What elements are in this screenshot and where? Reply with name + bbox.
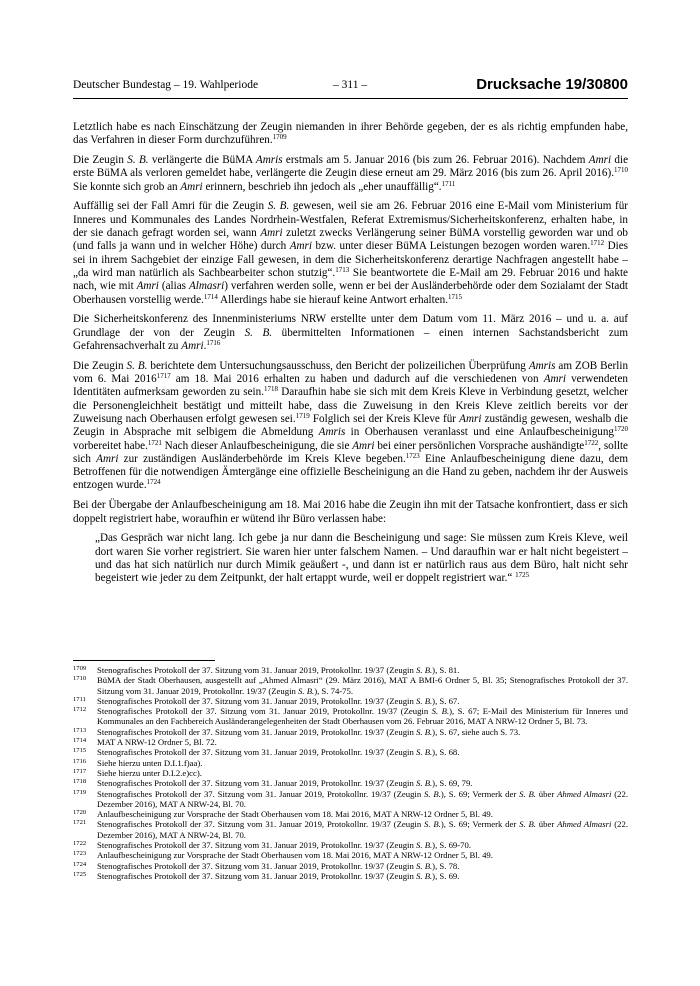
footnote-text: Siehe hierzu unten D.I.1.f)aa). <box>97 757 203 768</box>
page-header <box>73 76 628 96</box>
footnote-ref: 1713 <box>335 265 350 274</box>
footnote-number: 1716 <box>73 757 87 765</box>
footnote-text: Siehe hierzu unter D.I.2.e)cc). <box>97 767 202 778</box>
document-number-prefix: Drucksache 19/ <box>476 76 587 93</box>
footnote <box>73 861 628 871</box>
footnote-text: Stenografisches Protokoll der 37. Sitzung vom 31. Januar 2019, Protokollnr. 19/37 (Zeugin S. B.), S. 67; E-Mail des Ministerium für Inneres und Kommunales an den Fachbereich Ausländerangelegenheiten der Stadt Oberhausen vom 26. Februar 2016, MAT A NRW-12 Ordner 5, Bl. 73. <box>97 706 628 727</box>
footnote-ref: 1717 <box>156 372 171 381</box>
footnote-ref: 1723 <box>405 451 420 460</box>
footnote-text: Stenografisches Protokoll der 37. Sitzung vom 31. Januar 2019, Protokollnr. 19/37 (Zeugin S. B.), S. 69; Vermerk der S. B. über Ahmed Almasri (22. Dezember 2016), MAT A NRW-24, Bl. 70. <box>97 819 629 840</box>
paragraph-1: Letztlich habe es nach Einschätzung der Zeugin niemanden in ihrer Behörde gegeben, der es als richtig empfunden habe, das Verfahren in dieser Form durchzuführen.$^{1709}$ <box>73 121 628 147</box>
footnote-number: 1717 <box>73 767 87 775</box>
footnote-number: 1725 <box>73 870 87 878</box>
page-number: – 311 – <box>333 79 368 91</box>
footnote-number: 1723 <box>73 850 87 858</box>
footnote-ref: 1720 <box>613 425 628 434</box>
footnote-ref: 1712 <box>590 239 605 248</box>
footnote-text: Stenografisches Protokoll der 37. Sitzung vom 31. Januar 2019, Protokollnr. 19/37 (Zeugin S. B.), S. 81. <box>97 665 460 675</box>
footnote-ref: 1710 <box>614 166 628 175</box>
footnote-number: 1719 <box>73 788 87 796</box>
paragraph-4: Die Sicherheitskonferenz des Innenministeriums NRW erstellte unter dem Datum vom 11. März 2016 – und u. a. auf Grundlage der von der Zeugin S. B. übermittelten Informationen – einen internen Sachstandsbericht zum Gefahrensachverhalt zu Amri.$^{1716}$ <box>73 313 628 352</box>
footnote-ref: 1718 <box>263 385 278 394</box>
footnote-text: Stenografisches Protokoll der 37. Sitzung vom 31. Januar 2019, Protokollnr. 19/37 (Zeugin S. B.), S. 69. <box>97 870 460 881</box>
footnote <box>73 871 628 881</box>
footnote-ref: 1711 <box>441 179 456 188</box>
footnote-ref: 1716 <box>206 338 221 347</box>
footnote <box>73 665 628 675</box>
footnote-number: 1711 <box>73 695 86 703</box>
footnote-text: Anlaufbescheinigung zur Vorsprache der Stadt Oberhausen vom 18. Mai 2016, MAT A NRW-12 Ordner 5, Bl. 49. <box>97 850 493 861</box>
footnote-ref: 1714 <box>203 292 218 301</box>
footnote <box>73 737 628 747</box>
footnotes <box>73 665 628 881</box>
paragraph-3: Auffällig sei der Fall Amri für die Zeugin S. B. gewesen, weil sie am 26. Februar 2016 eine E-Mail vom Ministerium für Inneres und Kommunales des Landes Nordrhein-Westfalen, Referat Extremismus/Sicherheitskonferenz, erhalten habe, in der sie danach gefragt worden sei, wann Amri zuletzt zwecks Verlängerung seiner BüMA vorstellig geworden war und ob (und falls ja wann und in welcher Höhe) durch Amri bzw. unter dieser BüMA Leistungen bezogen worden waren.$^{1712}$ Dies sei in ihrem Sachgebiet der einzige Fall gewesen, in dem die Sicherheitskonferenz derartige Nachfragen angestellt habe – „da wird man natürlich als Sachbearbeiter schon stutzig“.$^{1713}$ Sie beantwortete die E-Mail am 29. Februar 2016 und hakte nach, wie mit Amri (alias Almasri) verfahren werden solle, wenn er bei der Ausländerbehörde oder dem Sozialamt der Stadt Oberhausen vorstellig werde.$^{1714}$ Allerdings habe sie hierauf keine Antwort erhalten.$^{1715}$ <box>73 200 629 306</box>
footnote <box>73 789 628 810</box>
footnote-text: Anlaufbescheinigung zur Vorsprache der Stadt Oberhausen vom 18. Mai 2016, MAT A NRW-12 Ordner 5, Bl. 49. <box>97 809 493 820</box>
footnote-number: 1712 <box>73 706 87 714</box>
footnote <box>73 850 628 860</box>
footnote <box>73 758 628 768</box>
footnote-ref: 1709 <box>272 133 287 142</box>
footnote-number: 1715 <box>73 747 87 755</box>
footnote-number: 1709 <box>73 665 87 672</box>
footnote-number: 1724 <box>73 860 87 868</box>
footnote-separator <box>73 660 215 661</box>
footnote-number: 1710 <box>73 675 87 683</box>
footnote-ref: 1721 <box>147 438 162 447</box>
footnote <box>73 768 628 778</box>
footnote <box>73 727 628 737</box>
footnote-ref: 1724 <box>146 478 161 487</box>
footnote-text: Stenografisches Protokoll der 37. Sitzung vom 31. Januar 2019, Protokollnr. 19/37 (Zeugin S. B.), S. 78. <box>97 860 460 871</box>
paragraph-5: Die Zeugin S. B. berichtete dem Untersuchungsausschuss, den Bericht der polizeilichen Überprüfung Amris am ZOB Berlin vom 6. Mai $2016^{1717}$ am 18. Mai 2016 erhalten zu haben und dadurch auf die verschiedenen von Amri verwendeten Identitäten aufmerksam geworden zu sein.$^{1718}$ Daraufhin habe sie sich mit dem Kreis Kleve in Verbindung gesetzt, welcher die Personengleichheit bestätigt und mitteilt habe, dass die Zuweisung in den Kreis Kleve zeitlich bereits vor der Zuweisung nach Oberhausen erfolgt gewesen sei.$^{1719}$ Folglich sei der Kreis Kleve für Amri zuständig gewesen, weshalb die Zeugin in Absprache mit selbigem die Abmeldung Amris in Oberhausen veranlasst und eine Anlaufbescheinigung$^{1720}$ vorbereitet habe.$^{1721}$ Nach dieser Anlaufbescheinigung, die sie Amri bei einer persönlichen Vorsprache aushändigte$^{1722}$, sollte sich Amri zur zuständigen Ausländerbehörde im Kreis Kleve begeben.$^{1723}$ Eine Anlaufbescheinigung diene dazu, dem Betroffenen für die notwendigen Ämtergänge eine offizielle Bescheinigung an die Hand zu geben, nachdem ihr der Ausweis entzogen wurde.$^{1724}$ <box>73 359 629 492</box>
header-parliament: Deutscher Bundestag – 19. Wahlperiode <box>73 79 259 91</box>
header-rule <box>73 98 628 99</box>
paragraph-2: Die Zeugin S. B. verlängerte die BüMA Amris erstmals am 5. Januar 2016 (bis zum 26. Februar 2016). Nachdem Amri die erste BüMA als verloren gemeldet habe, verlängerte die Zeugin diese erneut am 29. März 2016 (bis zum 26. April 2016).$^{1710}$ Sie konnte sich grob an Amri erinnern, beschrieb ihn jedoch als „eher unauffällig“.$^{1711}$ <box>73 154 629 193</box>
footnote-number: 1714 <box>73 737 87 745</box>
body-text <box>73 121 628 586</box>
footnote-number: 1718 <box>73 778 87 786</box>
footnote-text: Stenografisches Protokoll der 37. Sitzung vom 31. Januar 2019, Protokollnr. 19/37 (Zeugin S. B.), S. 69, 79. <box>97 778 473 789</box>
footnote <box>73 819 628 840</box>
footnote-text: Stenografisches Protokoll der 37. Sitzung vom 31. Januar 2019, Protokollnr. 19/37 (Zeugin S. B.), S. 67, siehe auch S. 73. <box>97 726 521 737</box>
footnote-ref: 1722 <box>584 438 599 447</box>
footnote <box>73 696 628 706</box>
footnote-number: 1720 <box>73 809 87 817</box>
footnote-text: Stenografisches Protokoll der 37. Sitzung vom 31. Januar 2019, Protokollnr. 19/37 (Zeugin S. B.), S. 69; Vermerk der S. B. über Ahmed Almasri (22. Dezember 2016), MAT A NRW-24, Bl. 70. <box>97 788 629 809</box>
footnote <box>73 747 628 757</box>
document-number-value: 30800 <box>586 76 628 93</box>
document-number <box>476 76 628 93</box>
footnote-ref: 1719 <box>295 411 310 420</box>
footnote-number: 1713 <box>73 726 87 734</box>
footnote <box>73 675 628 696</box>
paragraph-6: Bei der Übergabe der Anlaufbescheinigung am 18. Mai 2016 habe die Zeugin ihn mit der Tatsache konfrontiert, dass er sich doppelt registriert habe, woraufhin er wütend ihr Büro verlassen habe: <box>73 499 628 525</box>
footnote <box>73 840 628 850</box>
footnote-text: MAT A NRW-12 Ordner 5, Bl. 72. <box>97 737 217 748</box>
footnote-ref: 1725 <box>515 571 530 580</box>
footnote <box>73 706 628 727</box>
footnote-text: Stenografisches Protokoll der 37. Sitzung vom 31. Januar 2019, Protokollnr. 19/37 (Zeugin S. B.), S. 69-70. <box>97 840 472 851</box>
block-quote: „Das Gespräch war nicht lang. Ich gebe ja nur dann die Bescheinigung und sage: Sie müssen zum Kreis Kleve, weil dort waren Sie vorher registriert. Sie waren hier unter falschem Namen. – Und daraufhin war er halt nicht begeistert – und das hat sich natürlich nur durch Mimik geäußert -, und dann ist er natürlich raus aus dem Büro, halt nicht sehr begeistert wie jeder zu dem Zeitpunkt, der halt ertappt wurde, weil er doppelt registriert war.“ $^{1725}$ <box>95 532 628 585</box>
footnote-ref: 1715 <box>448 292 463 301</box>
footnote-number: 1722 <box>73 840 87 848</box>
footnote-text: BüMA der Stadt Oberhausen, ausgestellt auf „Ahmed Almasri“ (29. März 2016), MAT A BMI-6 Ordner 5, Bl. 35; Stenografisches Protokoll der 37. Sitzung vom 31. Januar 2019, Protokollnr. 19/37 (Zeugin S. B.), S. 74-75. <box>97 675 628 696</box>
footnote <box>73 809 628 819</box>
footnote-text: Stenografisches Protokoll der 37. Sitzung vom 31. Januar 2019, Protokollnr. 19/37 (Zeugin S. B.), S. 67. <box>97 695 460 706</box>
footnote-number: 1721 <box>73 819 87 827</box>
footnote-text: Stenografisches Protokoll der 37. Sitzung vom 31. Januar 2019, Protokollnr. 19/37 (Zeugin S. B.), S. 68. <box>97 747 460 758</box>
footnote <box>73 778 628 788</box>
